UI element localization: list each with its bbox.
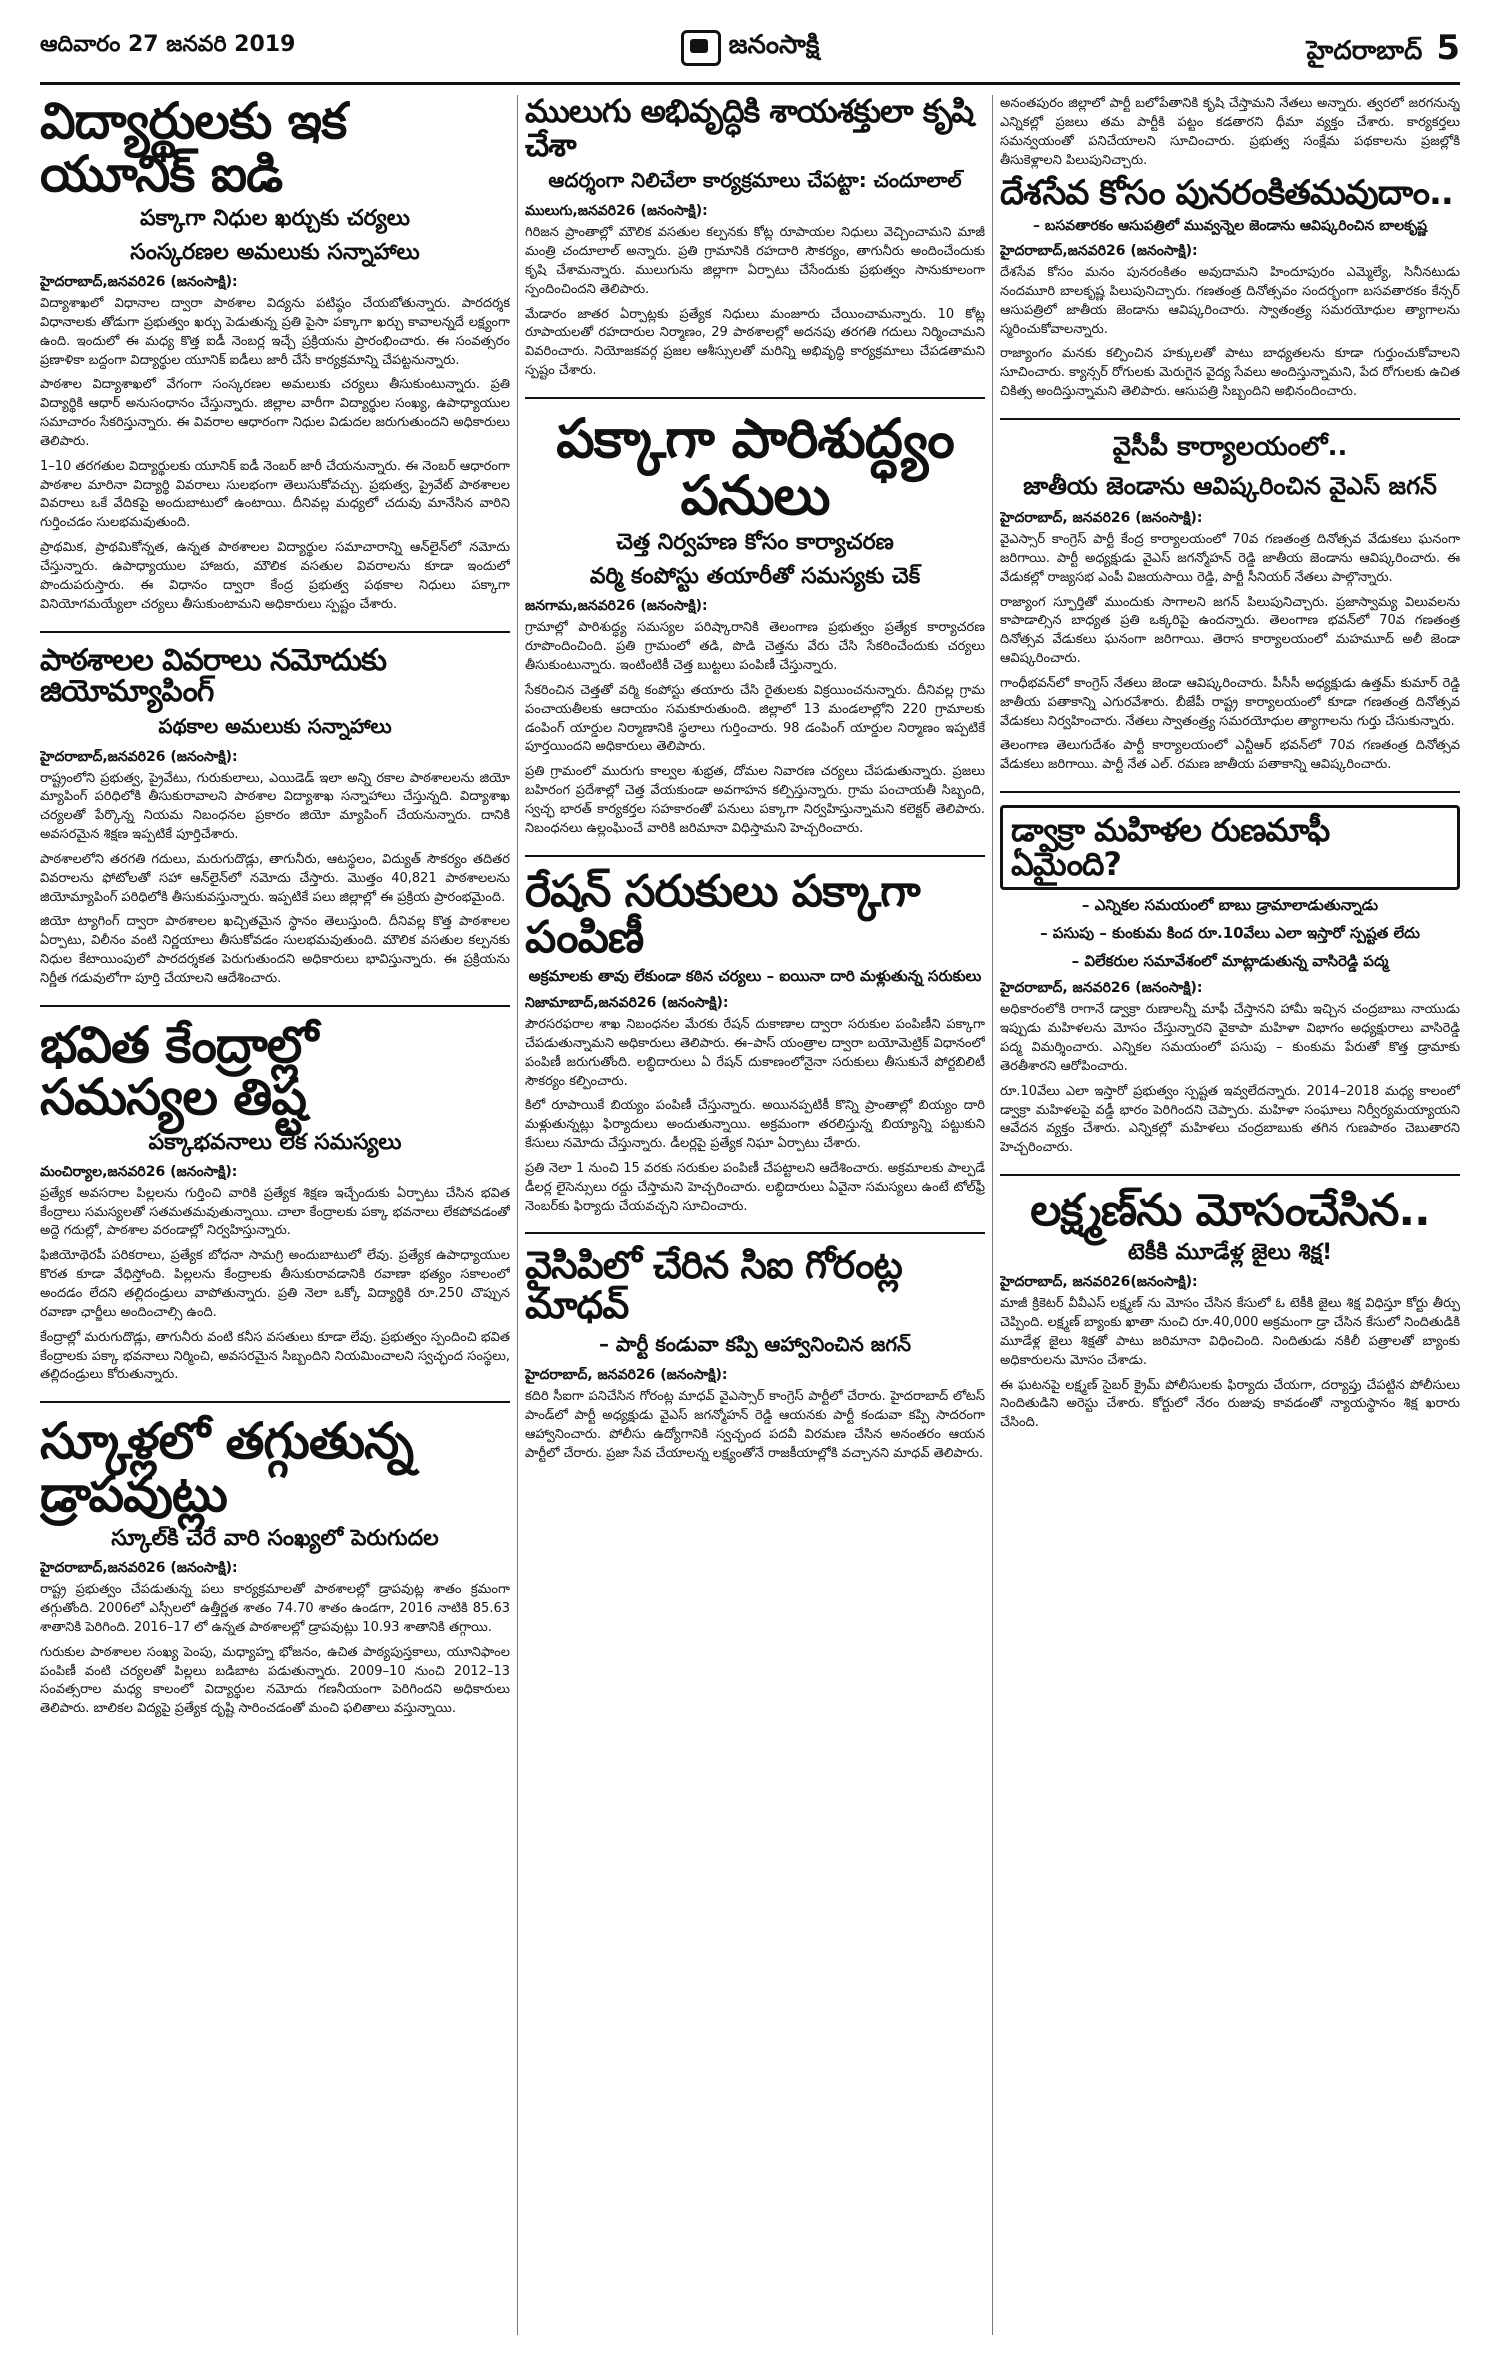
dateline: జనగామ,జనవరి26 (జనంసాక్షి):	[525, 598, 708, 615]
headline: భవిత కేంద్రాల్లో సమస్యల తిష్ట	[40, 1015, 318, 1127]
dateline: నిజామాబాద్‌,జనవరి26 (జనంసాక్షి):	[525, 994, 729, 1011]
page-number: 5	[1436, 28, 1460, 68]
article-sanitation	[525, 406, 985, 857]
masthead	[40, 22, 1460, 85]
article-paragraph: ప్రతి నెలా 1 నుంచి 15 వరకు సరుకుల పంపిణీ చేపట్టాలని ఆదేశించారు. అక్రమాలకు పాల్పడే డీలర్ల లైసెన్సులు రద్దు చేస్తామని హెచ్చరించారు. లబ్ధిదారులు ఏవైనా సమస్యలు ఉంటే టోల్‌ఫ్రీ నెంబర్‌కు ఫిర్యాదు చేయవచ్చని సూచించారు.	[525, 1160, 985, 1214]
article-paragraph: గాంధీభవన్‌లో కాంగ్రెస్‌ నేతలు జెండా ఆవిష్కరించారు. పీసీసీ అధ్యక్షుడు ఉత్తమ్‌ కుమార్‌ రెడ్డి జాతీయ పతాకాన్ని ఎగురవేశారు. బీజేపీ రాష్ట్ర కార్యాలయంలో కూడా గణతంత్ర దినోత్సవ వేడుకలు నిర్వహించారు. నేతలు స్వాతంత్ర్య సమరయోధుల త్యాగాలను గుర్తు చేసుకున్నారు.	[1000, 675, 1460, 729]
article-paragraph: రాష్ట్రంలోని ప్రభుత్వ, ప్రైవేటు, గురుకులాలు, ఎయిడెడ్‌ ఇలా అన్ని రకాల పాఠశాలలను జియో మ్యాపింగ్‌ పరిధిలోకి తీసుకురావాలని పాఠశాల విద్యాశాఖ సన్నాహాలు చేస్తున్నది. విద్యాశాఖ చర్యలతో పేర్కొన్న నియమ నిబంధనల ప్రకారం జియో మ్యాపింగ్‌ చేయనున్నారు. దానికి అవసరమైన శిక్షణ ఇప్పటికే పూర్తిచేశారు.	[40, 770, 510, 843]
headline: ములుగు అభివృద్ధికి శాయశక్తులా కృషి చేశా	[525, 95, 974, 164]
dateline: హైదరాబాద్‌, జనవరి26 (జనంసాక్షి):	[1000, 980, 1203, 997]
article-paragraph: అధికారంలోకి రాగానే డ్వాక్రా రుణాలన్నీ మాఫీ చేస్తానని హామీ ఇచ్చిన చంద్రబాబు నాయుడు ఇప్పుడు మహిళలను మోసం చేస్తున్నారని వైకాపా మహిళా విభాగం అధ్యక్షురాలు వాసిరెడ్డి పద్మ విమర్శించారు. ఎన్నికల సమయంలో పసుపు – కుంకుమ పేరుతో కొత్త డ్రామాకు తెరతీశారని ఆరోపించారు.	[1000, 1002, 1460, 1074]
dateline: హైదరాబాద్‌, జనవరి26 (జనంసాక్షి):	[1000, 509, 1203, 526]
article-paragraph: రాష్ట్ర ప్రభుత్వం చేపడుతున్న పలు కార్యక్రమాలతో పాఠశాలల్లో డ్రాపవుట్ల శాతం క్రమంగా తగ్గుతోంది. 2006లో ఎస్సీలలో ఉత్తీర్ణత శాతం 74.70 శాతం ఉండగా, 2016 నాటికి 85.63 శాతానికి పెరిగింది. 2016–17 లో ఉన్నత పాఠశాలల్లో డ్రాపవుట్లు 10.93 శాతానికి తగ్గాయి.	[40, 1582, 510, 1635]
article-paragraph: ప్రాథమిక, ప్రాథమికోన్నత, ఉన్నత పాఠశాలల విద్యార్థుల సమాచారాన్ని ఆన్‌లైన్‌లో నమోదు చేస్తున్నారు. ఉపాధ్యాయుల హాజరు, మౌలిక వసతుల వివరాలను కూడా ఇందులో పొందుపరుస్తారు. ఈ విధానం ద్వారా కేంద్ర ప్రభుత్వ పథకాల నిధులు పక్కాగా వినియోగమయ్యేలా చర్యలు తీసుకుంటామని అధికారులు స్పష్టం చేశారు.	[40, 540, 510, 612]
headline: స్కూళ్లలో తగ్గుతున్న డ్రాపవుట్లు	[40, 1412, 414, 1523]
headline: వైసిపిలో చేరిన సిఐ గోరంట్ల మాధవ్‌	[525, 1243, 902, 1328]
article-unique-id	[40, 95, 510, 633]
headline: జాతీయ జెండాను ఆవిష్కరించిన వైఎస్‌ జగన్‌	[1023, 471, 1437, 500]
article-paragraph: పాఠశాల విద్యాశాఖలో వేగంగా సంస్కరణల అమలుకు చర్యలు తీసుకుంటున్నారు. ప్రతి విద్యార్థికి ఆధార్‌ అనుసంధానం చేస్తున్నారు. జిల్లాల వారీగా విద్యార్థుల సంఖ్య, ఉపాధ్యాయుల సమాచారం సేకరిస్తున్నారు. ఈ వివరాల ఆధారంగా నిధుల విడుదల జరుగుతుందని అధికారులు తెలిపారు.	[40, 377, 510, 449]
subheadline: – పసుపు – కుంకుమ కింద రూ.10వేలు ఎలా ఇస్తారో స్పష్టత లేదు	[1040, 924, 1420, 943]
article-bhavitha	[40, 1015, 510, 1403]
column-rule	[992, 95, 993, 2335]
article-paragraph: కదిరి సీఐగా పనిచేసిన గోరంట్ల మాధవ్‌ వైఎస్సార్‌ కాంగ్రెస్‌ పార్టీలో చేరారు. హైదరాబాద్‌ లోటస్‌ పాండ్‌లో పార్టీ అధ్యక్షుడు వైఎస్‌ జగన్మోహన్‌ రెడ్డి ఆయనకు పార్టీ కండువా కప్పి సాదరంగా ఆహ్వానించారు. పోలీసు ఉద్యోగానికి స్వచ్ఛంద పదవీ విరమణ చేసిన అనంతరం ఆయన పార్టీలో చేరారు. ప్రజా సేవ చేయాలన్న లక్ష్యంతోనే రాజకీయాల్లోకి వచ్చానని మాధవ్‌ తెలిపారు.	[525, 1389, 985, 1461]
article-paragraph: గ్రామాల్లో పారిశుద్ధ్య సమస్యల పరిష్కారానికి తెలంగాణ ప్రభుత్వం ప్రత్యేక కార్యాచరణ రూపొందించింది. ప్రతి గ్రామంలో తడి, పొడి చెత్తను వేరు చేసి సేకరించేందుకు చర్యలు తీసుకుంటున్నారు. ఇంటింటికీ చెత్త బుట్టలు పంపిణీ చేస్తున్నారు.	[525, 620, 985, 673]
issue-date: ఆదివారం 27 జనవరి 2019	[40, 32, 296, 57]
masthead-right	[1307, 28, 1460, 72]
subheadline: పక్కాభవనాలు లేక సమస్యలు	[148, 1129, 402, 1155]
headline: లక్ష్మణ్‌ను మోసంచేసిన..	[1030, 1185, 1430, 1237]
column-3	[1000, 95, 1460, 2335]
subheadline: టెకీకి మూడేళ్ల జైలు శిక్ష!	[1127, 1240, 1333, 1266]
subheadline: సంస్కరణల అమలుకు సన్నాహాలు	[130, 240, 420, 265]
dateline: హైదరాబాద్‌,జనవరి26 (జనంసాక్షి):	[40, 274, 238, 290]
paper-logo	[640, 28, 860, 68]
article-paragraph: సేకరించిన చెత్తతో వర్మి కంపోస్టు తయారు చేసి రైతులకు విక్రయించనున్నారు. దీనివల్ల గ్రామ పంచాయతీలకు ఆదాయం సమకూరుతుంది. జిల్లాలో 13 మండలాల్లోని 220 గ్రామాలకు డంపింగ్‌ యార్డుల నిర్మాణానికి స్థలాలు గుర్తించారు. 98 డంపింగ్‌ యార్డుల నిర్మాణం ఇప్పటికే పూర్తయిందని అధికారులు తెలిపారు.	[525, 682, 985, 755]
column-2	[525, 95, 985, 2335]
article-paragraph: జియో ట్యాగింగ్‌ ద్వారా పాఠశాలల ఖచ్చితమైన స్థానం తెలుస్తుంది. దీనివల్ల కొత్త పాఠశాలల ఏర్పాటు, విలీనం వంటి నిర్ణయాలు తీసుకోవడం సులభమవుతుంది. మౌలిక వసతుల కల్పనకు నిధుల కేటాయింపులో పారదర్శకత పెరుగుతుందని అధికారులు భావిస్తున్నారు. ఈ ప్రక్రియను నిర్ణీత గడువులోగా పూర్తి చేయాలని ఆదేశించారు.	[40, 914, 510, 986]
article-paragraph: గిరిజన ప్రాంతాల్లో మౌలిక వసతుల కల్పనకు కోట్ల రూపాయల నిధులు వెచ్చించామని మాజీ మంత్రి చందూలాల్‌ అన్నారు. ప్రతి గ్రామానికి రహదారి సౌకర్యం, తాగునీరు అందించేందుకు కృషి చేశామన్నారు. ములుగును జిల్లాగా ఏర్పాటు చేసేందుకు ప్రభుత్వం సానుకూలంగా స్పందించిందని తెలిపారు.	[525, 225, 985, 297]
subheadline: పథకాల అమలుకు సన్నాహాలు	[158, 713, 392, 738]
article-paragraph: 1–10 తరగతుల విద్యార్థులకు యూనిక్‌ ఐడీ నెంబర్‌ జారీ చేయనున్నారు. ఈ నెంబర్‌ ఆధారంగా పాఠశాల మారినా విద్యార్థి వివరాలు సులభంగా తెలుసుకోవచ్చు. ప్రభుత్వ, ప్రైవేట్‌ పాఠశాలల వివరాలు ఒకే వేదికపై అందుబాటులో ఉంటాయి. దీనివల్ల మధ్యలో చదువు మానేసిన వారిని గుర్తించడం సులభమవుతుంది.	[40, 458, 510, 531]
headline-kicker: వైసీపీ కార్యాలయంలో..	[1112, 431, 1348, 462]
article-paragraph: విద్యాశాఖలో విధానాల ద్వారా పాఠశాల విద్యను పటిష్ఠం చేయబోతున్నారు. పారదర్శక విధానాలకు తోడుగా ప్రభుత్వం ఖర్చు పెడుతున్న ప్రతి పైసా పక్కాగా ఖర్చు కావాలన్నదే లక్ష్యంగా ఉంది. ఇందులో ఈ మధ్య కొత్త ఐడీ నెంబర్ల ఇచ్చే ప్రక్రియను ప్రారంభించారు. ఈ సంవత్సరం ప్రణాళికా బద్దంగా విద్యార్థుల యూనిక్‌ ఐడీలు జారీ చేసే కార్యక్రమాన్ని చేపట్టనున్నారు.	[40, 296, 510, 368]
dateline: హైదరాబాద్‌,జనవరి26 (జనంసాక్షి):	[1000, 243, 1198, 260]
paper-logo-icon	[681, 30, 721, 66]
column-rule	[517, 95, 518, 2335]
article-ration	[525, 865, 985, 1235]
article-paragraph: వైఎస్సార్‌ కాంగ్రెస్‌ పార్టీ కేంద్ర కార్యాలయంలో 70వ గణతంత్ర దినోత్సవ వేడుకలు ఘనంగా జరిగాయి. పార్టీ అధ్యక్షుడు వైఎస్‌ జగన్మోహన్‌ రెడ్డి జాతీయ జెండాను ఆవిష్కరించారు. ఈ వేడుకల్లో రాజ్యసభ ఎంపీ విజయసాయి రెడ్డి, పార్టీ సీనియర్‌ నేతలు పాల్గొన్నారు.	[1000, 531, 1460, 585]
article-paragraph: మేడారం జాతర ఏర్పాట్లకు ప్రత్యేక నిధులు మంజూరు చేయించామన్నారు. 10 కోట్ల రూపాయలతో రహదారుల నిర్మాణం, 29 పాఠశాలల్లో అదనపు తరగతి గదులు నిర్మించామని వివరించారు. నియోజకవర్గ ప్రజల ఆశీస్సులతో మరిన్ని అభివృద్ధి కార్యక్రమాలు చేపడతామని స్పష్టం చేశారు.	[525, 306, 985, 379]
article-paragraph: రూ.10వేలు ఎలా ఇస్తారో ప్రభుత్వం స్పష్టత ఇవ్వలేదన్నారు. 2014–2018 మధ్య కాలంలో డ్వాక్రా మహిళలపై వడ్డీ భారం పెరిగిందని చెప్పారు. మహిళా సంఘాలు నిర్వీర్యమయ్యాయని ఆవేదన వ్యక్తం చేశారు. ఎన్నికల్లో మహిళలు చంద్రబాబుకు తగిన గుణపాఠం చెబుతారని హెచ్చరించారు.	[1000, 1083, 1460, 1156]
dateline: హైదరాబాద్‌,జనవరి26 (జనంసాక్షి):	[40, 1560, 238, 1577]
subheadline: – బసవతారకం ఆసుపత్రిలో మువ్వన్నెల జెండాను ఆవిష్కరించిన బాలకృష్ణ	[1032, 218, 1428, 235]
subheadline: పక్కాగా నిధుల ఖర్చుకు చర్యలు	[140, 206, 410, 231]
article-dropouts	[40, 1412, 510, 1719]
subheadline: ఆదర్శంగా నిలిచేలా కార్యక్రమాలు చేపట్టా: చందూలాల్‌	[548, 168, 962, 193]
edition-city: హైదరాబాద్	[1306, 36, 1423, 66]
headline: రేషన్‌ సరుకులు పక్కాగా పంపిణీ	[525, 865, 920, 963]
article-paragraph: కేంద్రాల్లో మరుగుదొడ్లు, తాగునీరు వంటి కనీస వసతులు కూడా లేవు. ప్రభుత్వం స్పందించి భవిత కేంద్రాలకు పక్కా భవనాలు నిర్మించి, అవసరమైన సిబ్బందిని నియమించాలని స్వచ్ఛంద సంస్థలు, తల్లిదండ్రులు కోరుతున్నారు.	[40, 1329, 510, 1383]
headline: విద్యార్థులకు ఇక యూనిక్‌ ఐడి	[40, 95, 347, 203]
subheadline: స్కూల్‌కి చేరే వారి సంఖ్యలో పెరుగుదల	[111, 1526, 439, 1552]
article-mulugu	[525, 95, 985, 399]
article-laxman	[1000, 1185, 1460, 1433]
article-paragraph: గురుకుల పాఠశాలల సంఖ్య పెంపు, మధ్యాహ్న భోజనం, ఉచిత పాఠ్యపుస్తకాలు, యూనిఫాంల పంపిణీ వంటి చర్యలతో పిల్లలు బడిబాట పడుతున్నారు. 2009–10 నుంచి 2012–13 సంవత్సరాల మధ్య కాలంలో విద్యార్థుల నమోదు గణనీయంగా పెరిగిందని అధికారులు తెలిపారు. బాలికల విద్యపై ప్రత్యేక దృష్టి సారించడంతో మంచి ఫలితాలు వస్తున్నాయి.	[40, 1644, 510, 1717]
article-paragraph: ఈ ఘటనపై లక్ష్మణ్‌ సైబర్‌ క్రైమ్‌ పోలీసులకు ఫిర్యాదు చేయగా, దర్యాప్తు చేపట్టిన పోలీసులు నిందితుడిని అరెస్టు చేశారు. కోర్టులో నేరం రుజువు కావడంతో న్యాయస్థానం శిక్ష ఖరారు చేసింది.	[1000, 1377, 1460, 1431]
dateline: హైదరాబాద్‌,జనవరి26 (జనంసాక్షి):	[40, 748, 238, 765]
subheadline: – పార్టీ కండువా కప్పి ఆహ్వానించిన జగన్‌	[598, 1332, 912, 1357]
article-paragraph: పాఠశాలలోని తరగతి గదులు, మరుగుదొడ్లు, తాగునీరు, ఆటస్థలం, విద్యుత్‌ సౌకర్యం తదితర వివరాలను ఫోటోలతో సహా ఆన్‌లైన్‌లో నమోదు చేస్తారు. మొత్తం 40,821 పాఠశాలలను జియోమ్యాపింగ్‌ పరిధిలోకి తీసుకువస్తున్నారు. ఇప్పటికే పలు జిల్లాల్లో ఈ ప్రక్రియ ప్రారంభమైంది.	[40, 851, 510, 905]
paper-name: జనంసాక్షి	[728, 30, 820, 60]
article-madhav	[525, 1243, 985, 1463]
subheadline: వర్మి కంపోస్టు తయారీతో సమస్యకు చెక్‌	[589, 564, 921, 590]
article-balakrishna	[1000, 95, 1460, 420]
headline: డ్వాక్రా మహిళల రుణమాఫీ ఏమైంది?	[1000, 805, 1460, 890]
article-paragraph: రాజ్యాంగం మనకు కల్పించిన హక్కులతో పాటు బాధ్యతలను కూడా గుర్తుంచుకోవాలని సూచించారు. క్యాన్సర్‌ రోగులకు మెరుగైన వైద్య సేవలు అందిస్తున్నామని, పేద రోగులకు ఉచిత చికిత్స అందిస్తున్నామని తెలిపారు. ఆసుపత్రి సిబ్బందిని అభినందించారు.	[1000, 346, 1460, 400]
article-paragraph: మాజీ క్రికెటర్‌ వీవీఎస్‌ లక్ష్మణ్‌ ను మోసం చేసిన కేసులో ఓ టెకీకి జైలు శిక్ష విధిస్తూ కోర్టు తీర్పు చెప్పింది. లక్ష్మణ్‌ బ్యాంకు ఖాతా నుంచి రూ.40,000 అక్రమంగా డ్రా చేసిన కేసులో నిందితుడికి మూడేళ్ల జైలు శిక్షతో పాటు జరిమానా విధించింది. నిందితుడు నకిలీ పత్రాలతో బ్యాంకు అధికారులను మోసం చేశాడు.	[1000, 1296, 1460, 1368]
article-paragraph: ఫిజియోథెరపీ పరికరాలు, ప్రత్యేక బోధనా సామగ్రి అందుబాటులో లేవు. ప్రత్యేక ఉపాధ్యాయుల కొరత కూడా వేధిస్తోంది. పిల్లలను కేంద్రాలకు తీసుకురావడానికి రవాణా భత్యం సకాలంలో అందడం లేదని తల్లిదండ్రులు వాపోతున్నారు. ప్రతి నెలా ఒక్కో విద్యార్థికి రూ.250 చొప్పున రవాణా ఛార్జీలు అందించాల్సి ఉంది.	[40, 1248, 510, 1320]
article-paragraph: రాజ్యాంగ స్ఫూర్తితో ముందుకు సాగాలని జగన్‌ పిలుపునిచ్చారు. ప్రజాస్వామ్య విలువలను కాపాడాల్సిన బాధ్యత ప్రతి ఒక్కరిపై ఉందన్నారు. తెలంగాణ భవన్‌లో 70వ గణతంత్ర దినోత్సవ వేడుకలు ఘనంగా జరిగాయి. తెరాస కార్యాలయంలో మహమూద్‌ అలీ జెండా ఆవిష్కరించారు.	[1000, 594, 1460, 667]
article-paragraph: అనంతపురం జిల్లాలో పార్టీ బలోపేతానికి కృషి చేస్తామని నేతలు అన్నారు. త్వరలో జరగనున్న ఎన్నికల్లో ప్రజలు తమ పార్టీకి పట్టం కడతారని ధీమా వ్యక్తం చేశారు. కార్యకర్తలు సమన్వయంతో పనిచేయాలని సూచించారు. ప్రభుత్వ సంక్షేమ పథకాలను ప్రజల్లోకి తీసుకెళ్లాలని పిలుపునిచ్చారు.	[1000, 96, 1460, 168]
article-dwcra	[1000, 805, 1460, 1176]
article-paragraph: ప్రతి గ్రామంలో మురుగు కాల్వల శుభ్రత, దోమల నివారణ చర్యలు చేపడుతున్నారు. ప్రజలు బహిరంగ ప్రదేశాల్లో చెత్త వేయకుండా అవగాహన కల్పిస్తున్నారు. గ్రామ పంచాయతీ సిబ్బంది, స్వచ్ఛ భారత్‌ కార్యకర్తల సహకారంతో పనులు పక్కాగా నిర్వహిస్తున్నామని కలెక్టర్‌ తెలిపారు. నిబంధనలు ఉల్లంఘించే వారికి జరిమానా విధిస్తామని హెచ్చరించారు.	[525, 764, 985, 836]
subheadline: – విలేకరుల సమావేశంలో మాట్లాడుతున్న వాసిరెడ్డి పద్మ	[1071, 952, 1389, 971]
article-geo-mapping	[40, 642, 510, 1007]
article-paragraph: ప్రత్యేక అవసరాల పిల్లలను గుర్తించి వారికి ప్రత్యేక శిక్షణ ఇచ్చేందుకు ఏర్పాటు చేసిన భవిత కేంద్రాలు సమస్యలతో సతమతమవుతున్నాయి. చాలా కేంద్రాలకు పక్కా భవనాలు లేకపోవడంతో అద్దె గదుల్లో, పాఠశాల వరండాల్లో నిర్వహిస్తున్నారు.	[40, 1185, 510, 1239]
column-1	[40, 95, 510, 2335]
article-paragraph: కిలో రూపాయికే బియ్యం పంపిణీ చేస్తున్నారు. అయినప్పటికీ కొన్ని ప్రాంతాల్లో బియ్యం దారి మళ్లుతున్నట్లు ఫిర్యాదులు అందుతున్నాయి. అక్రమంగా తరలిస్తున్న బియ్యాన్ని పట్టుకుని కేసులు నమోదు చేస్తున్నారు. డీలర్లపై ప్రత్యేక నిఘా ఏర్పాటు చేశారు.	[525, 1098, 985, 1152]
dateline: హైదరాబాద్‌, జనవరి26 (జనంసాక్షి):	[525, 1367, 728, 1384]
subheadline: – ఎన్నికల సమయంలో బాబు డ్రామాలాడుతున్నాడు	[1081, 896, 1379, 915]
headline: పాఠశాలల వివరాలు నమోదుకు జియోమ్యాపింగ్‌	[40, 642, 387, 709]
dateline: మంచిర్యాల,జనవరి26 (జనంసాక్షి):	[40, 1163, 238, 1180]
subheadline: అక్రమాలకు తావు లేకుండా కఠిన చర్యలు – ఐయినా దారి మళ్లుతున్న సరుకులు	[528, 966, 982, 985]
dateline: ములుగు,జనవరి26 (జనంసాక్షి):	[525, 203, 708, 220]
article-jagan-flag	[1000, 432, 1460, 793]
article-paragraph: తెలంగాణ తెలుగుదేశం పార్టీ కార్యాలయంలో ఎన్టీఆర్‌ భవన్‌లో 70వ గణతంత్ర దినోత్సవ వేడుకలు జరిగాయి. పార్టీ నేత ఎల్‌. రమణ జాతీయ పతాకాన్ని ఆవిష్కరించారు.	[1000, 738, 1460, 773]
subheadline: చెత్త నిర్వహణ కోసం కార్యాచరణ	[616, 530, 894, 556]
article-paragraph: పౌరసరఫరాల శాఖ నిబంధనల మేరకు రేషన్‌ దుకాణాల ద్వారా సరుకుల పంపిణీని పక్కాగా చేపడుతున్నామని అధికారులు తెలిపారు. ఈ–పాస్‌ యంత్రాల ద్వారా బయోమెట్రిక్‌ విధానంలో పంపిణీ జరుగుతోంది. లబ్ధిదారులు ఏ రేషన్‌ దుకాణంలోనైనా సరుకులు తీసుకునే పోర్టబిలిటీ సౌకర్యం కల్పించారు.	[525, 1016, 985, 1089]
headline: దేశసేవ కోసం పునరంకితమవుదాం..	[1000, 173, 1453, 214]
article-paragraph: దేశసేవ కోసం మనం పునరంకితం అవుదామని హిందూపురం ఎమ్మెల్యే, సినీనటుడు నందమూరి బాలకృష్ణ పిలుపునిచ్చారు. గణతంత్ర దినోత్సవం సందర్భంగా బసవతారకం కేన్సర్‌ ఆసుపత్రిలో జాతీయ జెండాను ఆవిష్కరించారు. స్వాతంత్ర్య సమరయోధుల త్యాగాలను స్మరించుకోవాలన్నారు.	[1000, 265, 1460, 337]
dateline: హైదరాబాద్‌, జనవరి26(జనంసాక్షి):	[1000, 1274, 1198, 1291]
headline: పక్కాగా పారిశుద్ధ్యం పనులు	[556, 406, 954, 527]
